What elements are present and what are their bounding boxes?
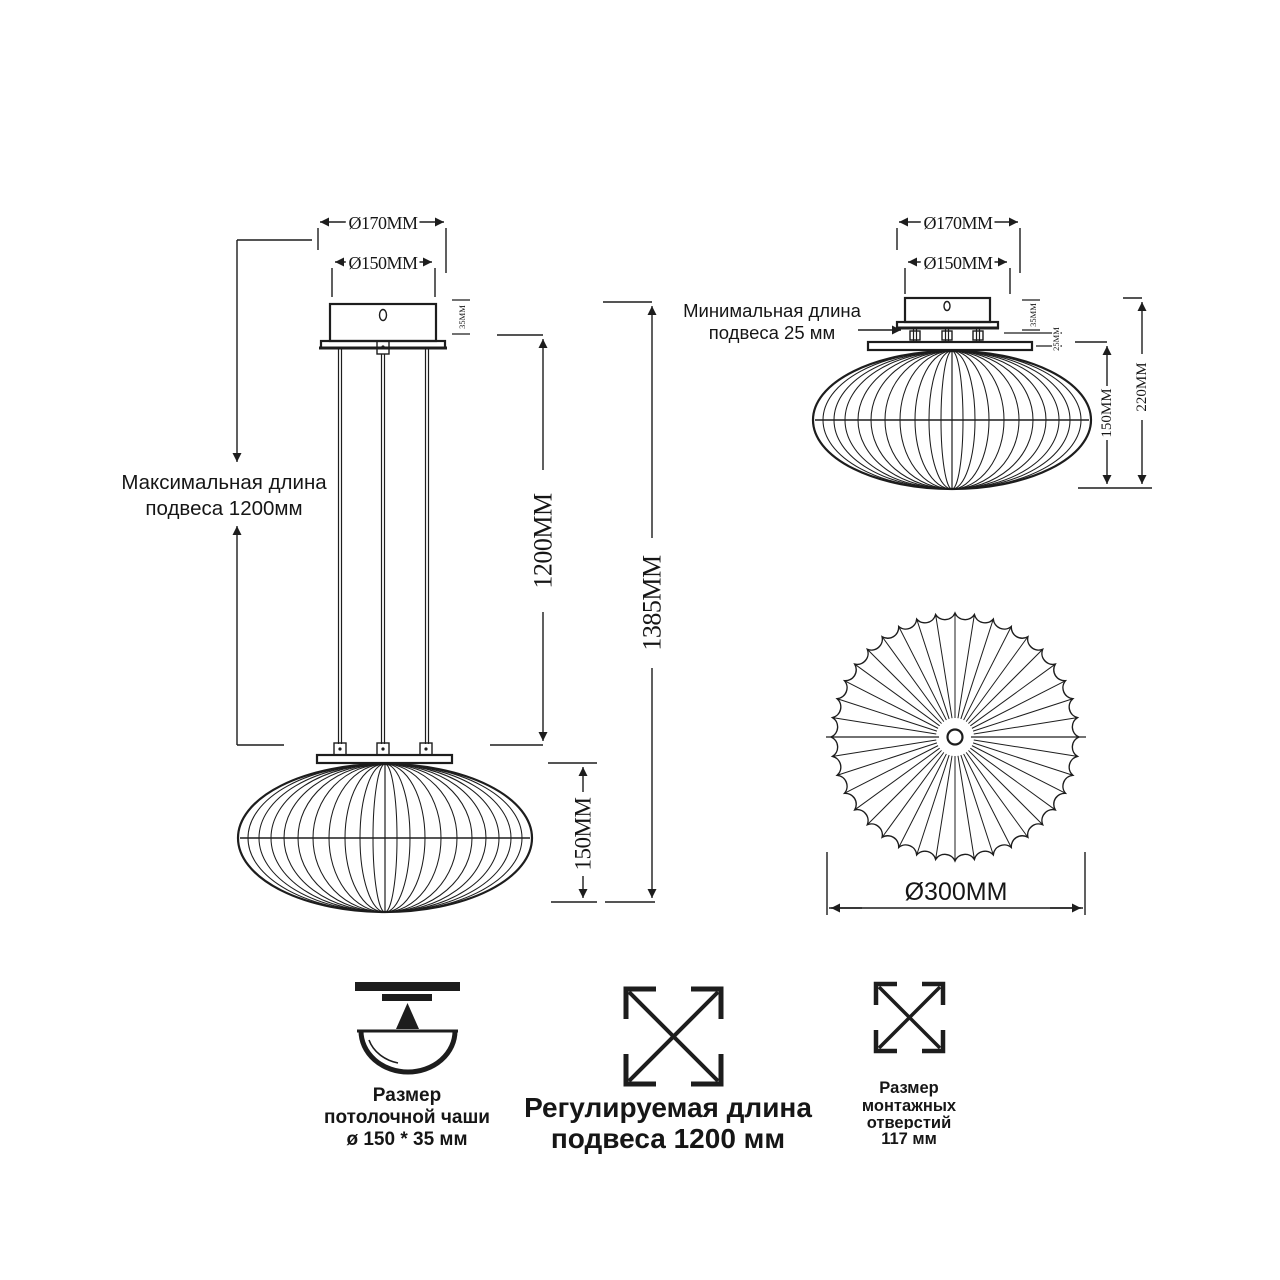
min-length-label-line2: подвеса 25 мм [708,322,836,343]
adjustable-length-icon [626,989,721,1084]
dim-label-canopy-height-left: 35MM [457,305,467,329]
dim-suspension-1200 [490,335,558,745]
canopy-hole-right [944,302,950,311]
dim-label-canopy-inner-right: Ø150MM [923,253,993,273]
legend-canopy-line1: Размер [372,1085,442,1106]
dim-total-1385 [603,302,667,902]
dim-canopy-height-left [452,300,470,334]
shade-right [813,351,1091,489]
dim-canopy-inner-right [905,253,1010,294]
canopy-right [896,298,999,328]
legend-mounting-line1: Размер [879,1079,939,1097]
dim-label-canopy-inner-left: Ø150MM [348,253,418,273]
ceiling-mount-view [683,213,1152,489]
mounting-holes-icon [876,984,943,1051]
legend-canopy-line3: ø 150 * 35 мм [346,1129,468,1150]
dim-label-min-gap: 25MM [1051,327,1061,351]
pendant-side-view [121,213,666,912]
legend-mounting-line2: монтажных [861,1097,957,1115]
shade-left [238,764,532,912]
min-length-note [683,300,901,343]
legend [324,982,957,1154]
dim-label-shade-height-left: 150MM [570,797,596,871]
ceiling-cup-icon [355,982,460,1072]
min-length-label-line1: Минимальная длина [683,300,861,321]
shade-mount-bar-left [317,743,452,763]
dim-label-1200: 1200MM [528,493,558,589]
dim-diameter-300 [827,852,1085,915]
dim-label-canopy-height-right: 35MM [1028,303,1038,327]
dim-shade-height-right [1075,342,1115,484]
dim-label-canopy-outer-right: Ø170MM [923,213,993,233]
legend-adjustable-line2: подвеса 1200 мм [550,1123,786,1154]
max-length-label-line1: Максимальная длина [121,471,327,494]
dim-canopy-height-right [1022,300,1040,330]
dim-label-canopy-outer-left: Ø170MM [348,213,418,233]
shade-mount-bar-right [868,342,1032,350]
dim-shade-height-left [548,763,597,902]
suspension-rods [339,341,429,744]
shade-hub [939,721,971,753]
dim-label-220: 220MM [1134,362,1150,412]
max-length-label-line2: подвеса 1200мм [145,497,303,520]
dim-label-1385: 1385MM [637,555,667,651]
dim-canopy-inner-left [332,253,435,297]
dim-max-length [121,240,327,745]
legend-adjustable-line1: Регулируемая длина [524,1092,812,1123]
legend-mounting-line3: отверстий [866,1114,952,1132]
legend-mounting-line4: 117 мм [881,1130,937,1148]
min-suspension-connectors [910,328,983,341]
shade-top-view [826,613,1086,915]
legend-canopy-line2: потолочной чаши [324,1107,490,1128]
dim-label-300: Ø300MM [904,878,1008,906]
dim-total-height-right [1078,298,1152,488]
dim-label-shade-height-right: 150MM [1099,388,1115,438]
canopy-hole-left [380,310,387,321]
